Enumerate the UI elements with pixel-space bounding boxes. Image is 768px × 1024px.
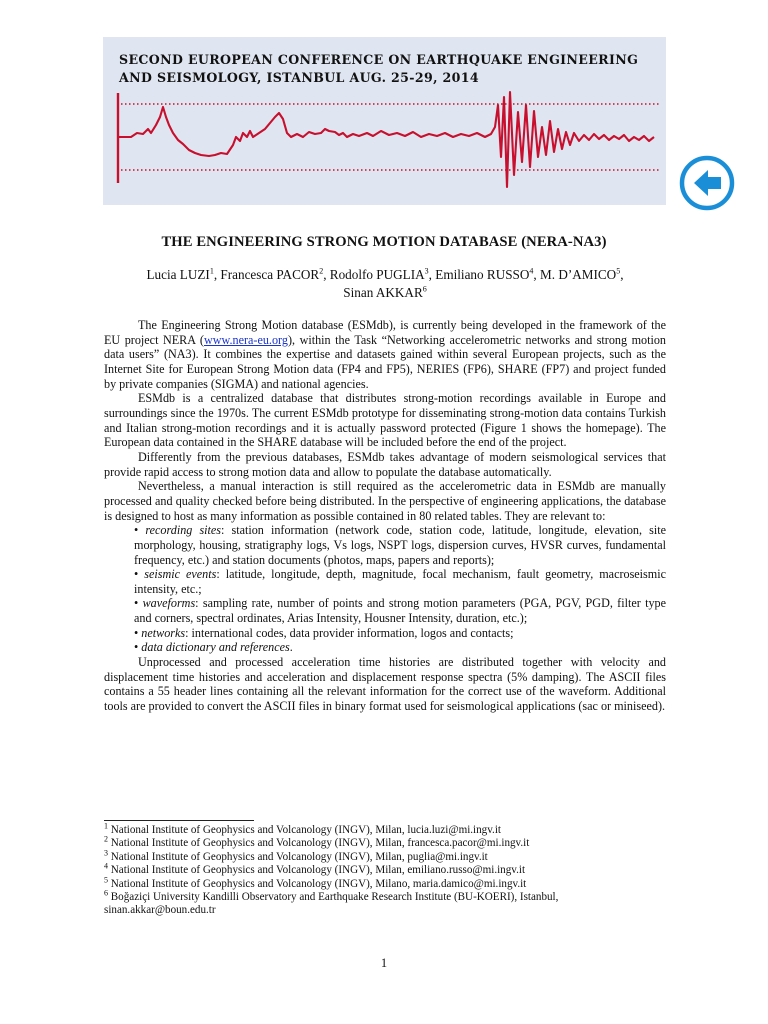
paragraph: Unprocessed and processed acceleration time histories are distributed together with velocity and displacement time histories and acceleration and displacement response spectra (5% damping). The ASCII files contains a 55 header lines containing all the relevant information for the correct use of the waveform. Additional tools are provided to convert the ASCII files in binary format used for seismological applications (sac or miniseed). xyxy=(104,655,666,714)
footnote: $^2$ National Institute of Geophysics and Volcanology (INGV), Milan, francesca.pacor@mi.ingv.it xyxy=(104,834,530,850)
footnote: $^5$ National Institute of Geophysics and Volcanology (INGV), Milano, maria.damico@mi.ingv.it xyxy=(104,874,527,890)
footnote: $^3$ National Institute of Geophysics and Volcanology (INGV), Milan, puglia@mi.ingv.it xyxy=(104,848,488,863)
footnotes xyxy=(104,821,624,918)
footnote: $^4$ National Institute of Geophysics and Volcanology (INGV), Milan, emiliano.russo@mi.ingv.it xyxy=(104,861,526,877)
author: Emiliano RUSSO$^4$, xyxy=(435,266,541,282)
list-item: • networks: international codes, data provider information, logos and contacts; xyxy=(134,626,666,641)
author: M. D’AMICO$^5$, xyxy=(540,266,624,282)
arrow-left-circle-icon xyxy=(678,154,736,212)
banner-title-line1: SECOND EUROPEAN CONFERENCE ON EARTHQUAKE ENGINEERING xyxy=(119,52,639,67)
page-number: 1 xyxy=(380,956,388,970)
author: Rodolfo PUGLIA$^3$, xyxy=(329,266,436,282)
footnote: $^6$ Boğaziçi University Kandilli Observatory and Earthquake Research Institute (BU-KOERI), Istanbul, sinan.akkar@boun.edu.tr xyxy=(104,888,559,917)
footnote: $^1$ National Institute of Geophysics and Volcanology (INGV), Milan, lucia.luzi@mi.ingv.it xyxy=(104,821,501,836)
back-button[interactable] xyxy=(678,154,736,212)
list-item: • recording sites: station information (network code, station code, latitude, longitude, elevation, site morphology, housing, stratigraphy logs, Vs logs, NSPT logs, dispersion curves, HVSR curves, fundamental frequency, etc.) and station documents (photos, maps, papers and reports); xyxy=(134,523,666,567)
paragraph: ESMdb is a centralized database that distributes strong-motion recordings available in Europe and surroundings since the 1970s. The current ESMdb prototype for disseminating strong-motion data contains Turkish and Italian strong-motion recordings and it is actually password protected (Figure 1 shows the homepage). The European data contained in the SHARE database will be included before the end of the project. xyxy=(104,391,666,450)
paragraph: Differently from the previous databases, ESMdb takes advantage of modern seismological services that provide rapid access to strong motion data and allow to populate the database automatically. xyxy=(104,449,666,479)
list-item: • data dictionary and references. xyxy=(134,640,666,655)
paragraph: Nevertheless, a manual interaction is still required as the accelerometric data in ESMdb are manually processed and quality checked before being distributed. In the perspective of engineering applications, the database is designed to host as many information as possible contained in 80 related tables. They are relevant to: xyxy=(104,479,666,523)
seismogram-skyline-graphic xyxy=(103,37,666,205)
paper-title: THE ENGINEERING STRONG MOTION DATABASE (NERA-NA3) xyxy=(161,234,607,250)
abstract-body xyxy=(104,318,666,714)
conference-banner xyxy=(103,37,666,205)
banner-waveform xyxy=(119,92,654,187)
banner-title-line2: AND SEISMOLOGY, ISTANBUL AUG. 25-29, 2014 xyxy=(119,70,479,85)
list-item: • seismic events: latitude, longitude, depth, magnitude, focal mechanism, fault geometry, macroseismic intensity, etc.; xyxy=(134,567,666,596)
table-categories-list xyxy=(104,523,666,655)
list-item: • waveforms: sampling rate, number of points and strong motion parameters (PGA, PGV, PGD, filter type and corners, spectral ordinates, Arias Intensity, Housner Intensity, duration, etc.); xyxy=(134,596,666,625)
author-list xyxy=(140,266,630,302)
paragraph: The Engineering Strong Motion database (ESMdb), is currently being developed in the framework of the EU project NERA (www.nera-eu.org), within the Task “Networking accelerometric networks and strong motion data users” (NA3). It combines the expertise and datasets gained within several European projects, such as the Internet Site for European Strong Motion data (FP4 and FP5), NERIES (FP6), SHARE (FP7) and project funded by private companies (SIGMA) and national agencies. xyxy=(104,318,666,391)
author: Sinan AKKAR$^6$ xyxy=(343,284,427,300)
nera-website-link[interactable]: www.nera-eu.org xyxy=(203,332,288,347)
author: Francesca PACOR$^2$, xyxy=(220,266,330,282)
footnote-divider xyxy=(104,820,254,821)
author: Lucia LUZI$^1$, xyxy=(146,266,221,282)
